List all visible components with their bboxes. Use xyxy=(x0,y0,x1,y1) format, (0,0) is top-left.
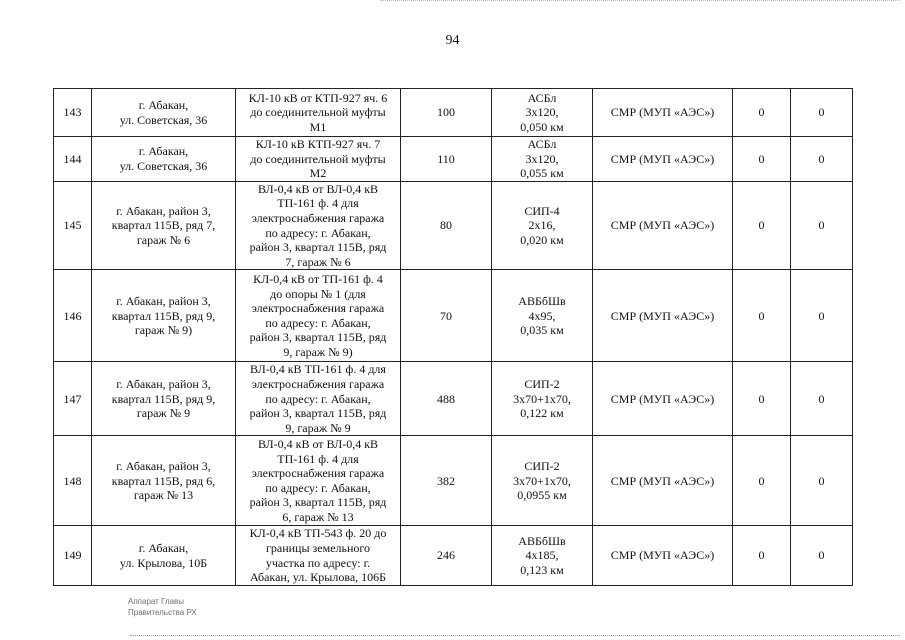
address-cell xyxy=(92,436,236,526)
cable-cell xyxy=(492,89,593,137)
cable-line: СИП-2 xyxy=(524,458,560,473)
object-line: 9, гараж № 9 xyxy=(285,420,351,435)
table-row xyxy=(54,362,853,436)
object-line: Абакан, ул. Крылова, 106Б xyxy=(249,570,387,585)
address-line: ул. Советская, 36 xyxy=(119,158,208,173)
length-cell: 488 xyxy=(401,362,492,436)
work-cell: СМР (МУП «АЭС») xyxy=(593,436,733,526)
cable-cell xyxy=(492,362,593,436)
address-line: г. Абакан, xyxy=(138,144,189,159)
row-number-cell: 146 xyxy=(54,270,92,362)
object-line: до опоры № 1 (для xyxy=(270,286,366,301)
cable-line: 0,020 км xyxy=(520,232,564,247)
object-line: ВЛ-0,4 кВ от ВЛ-0,4 кВ xyxy=(257,437,379,452)
table-row xyxy=(54,270,853,362)
cable-line: 0,055 км xyxy=(520,166,564,181)
address-line: гараж № 9) xyxy=(134,323,193,338)
table-row xyxy=(54,181,853,270)
object-line: электроснабжения гаража xyxy=(251,301,385,316)
address-line: г. Абакан, район 3, xyxy=(116,458,211,473)
footer-stamp xyxy=(128,596,197,618)
value-1-cell: 0 xyxy=(733,137,791,182)
cable-cell xyxy=(492,526,593,585)
length-cell: 70 xyxy=(401,270,492,362)
value-2-cell: 0 xyxy=(791,137,853,182)
value-1-cell: 0 xyxy=(733,436,791,526)
table-row xyxy=(54,89,853,137)
address-cell xyxy=(92,137,236,182)
value-2-cell: 0 xyxy=(791,270,853,362)
object-cell xyxy=(236,270,401,362)
cable-cell xyxy=(492,181,593,270)
cable-line: 0,035 км xyxy=(520,323,564,338)
object-line: М2 xyxy=(309,166,327,181)
scan-artifact-bottom xyxy=(130,633,900,636)
row-number-cell: 148 xyxy=(54,436,92,526)
object-cell xyxy=(236,181,401,270)
address-line: ул. Советская, 36 xyxy=(119,112,208,127)
object-line: КЛ-10 кВ КТП-927 яч. 7 xyxy=(255,137,381,151)
cable-line: 4х185, xyxy=(525,548,559,563)
object-cell xyxy=(236,526,401,585)
row-number-cell: 143 xyxy=(54,89,92,137)
object-line: 6, гараж № 13 xyxy=(282,510,354,524)
value-1-cell: 0 xyxy=(733,181,791,270)
object-line: 9, гараж № 9) xyxy=(283,345,353,360)
work-cell: СМР (МУП «АЭС») xyxy=(593,526,733,585)
cable-line: СИП-4 xyxy=(524,203,560,218)
address-cell xyxy=(92,89,236,137)
object-cell xyxy=(236,362,401,436)
object-cell xyxy=(236,137,401,182)
value-2-cell: 0 xyxy=(791,526,853,585)
length-cell: 100 xyxy=(401,89,492,137)
address-line: гараж № 6 xyxy=(136,232,191,247)
table-row xyxy=(54,436,853,526)
object-line: М1 xyxy=(309,119,327,134)
address-line: гараж № 9 xyxy=(136,406,191,421)
cable-cell xyxy=(492,137,593,182)
work-cell: СМР (МУП «АЭС») xyxy=(593,181,733,270)
address-line: г. Абакан, xyxy=(138,540,189,555)
row-number-cell: 149 xyxy=(54,526,92,585)
work-cell: СМР (МУП «АЭС») xyxy=(593,270,733,362)
address-line: квартал 115В, ряд 7, xyxy=(111,218,216,233)
cable-line: 4х95, xyxy=(528,308,556,323)
footer-stamp-line: Аппарат Главы xyxy=(128,597,185,606)
address-line: г. Абакан, xyxy=(138,97,189,112)
object-line: ТП-161 ф. 4 для xyxy=(277,196,359,211)
value-2-cell: 0 xyxy=(791,181,853,270)
address-cell xyxy=(92,270,236,362)
cable-line: 3х70+1х70, xyxy=(513,473,571,488)
address-line: г. Абакан, район 3, xyxy=(116,203,211,218)
cable-line: АСБл xyxy=(527,90,557,105)
object-line: КЛ-10 кВ от КТП-927 яч. 6 xyxy=(248,90,388,105)
cable-line: 2х16, xyxy=(528,218,556,233)
object-line: электроснабжения гаража xyxy=(251,466,385,481)
object-line: 7, гараж № 6 xyxy=(285,254,351,269)
object-line: границы земельного xyxy=(265,540,371,555)
value-1-cell: 0 xyxy=(733,89,791,137)
work-cell: СМР (МУП «АЭС») xyxy=(593,137,733,182)
object-cell xyxy=(236,89,401,137)
object-cell xyxy=(236,436,401,526)
object-line: район 3, квартал 115В, ряд xyxy=(249,406,387,421)
length-cell: 382 xyxy=(401,436,492,526)
object-line: электроснабжения гаража xyxy=(251,210,385,225)
address-cell xyxy=(92,526,236,585)
address-line: квартал 115В, ряд 9, xyxy=(111,308,216,323)
address-line: квартал 115В, ряд 6, xyxy=(111,473,216,488)
works-table xyxy=(53,88,853,586)
table-row xyxy=(54,137,853,182)
cable-line: АВБбШв xyxy=(518,293,566,308)
cable-cell xyxy=(492,270,593,362)
object-line: по адресу: г. Абакан, xyxy=(265,391,371,406)
row-number-cell: 144 xyxy=(54,137,92,182)
address-line: квартал 115В, ряд 9, xyxy=(111,391,216,406)
object-line: до соединительной муфты xyxy=(250,105,386,120)
value-2-cell: 0 xyxy=(791,89,853,137)
length-cell: 110 xyxy=(401,137,492,182)
value-2-cell: 0 xyxy=(791,436,853,526)
cable-line: 3х70+1х70, xyxy=(513,391,571,406)
table-row xyxy=(54,526,853,585)
cable-line: СИП-2 xyxy=(524,376,560,391)
value-1-cell: 0 xyxy=(733,270,791,362)
address-line: г. Абакан, район 3, xyxy=(116,376,211,391)
address-cell xyxy=(92,181,236,270)
cable-line: 3х120, xyxy=(525,105,559,120)
length-cell: 246 xyxy=(401,526,492,585)
object-line: район 3, квартал 115В, ряд xyxy=(249,240,387,255)
cable-line: 0,122 км xyxy=(520,406,564,421)
address-line: ул. Крылова, 10Б xyxy=(119,555,208,570)
object-line: ВЛ-0,4 кВ от ВЛ-0,4 кВ xyxy=(257,181,379,196)
cable-line: 0,0955 км xyxy=(517,488,567,503)
object-line: по адресу: г. Абакан, xyxy=(265,480,371,495)
work-cell: СМР (МУП «АЭС») xyxy=(593,362,733,436)
address-line: гараж № 13 xyxy=(133,488,194,503)
length-cell: 80 xyxy=(401,181,492,270)
object-line: по адресу: г. Абакан, xyxy=(265,315,371,330)
object-line: ВЛ-0,4 кВ ТП-161 ф. 4 для xyxy=(250,362,386,377)
cable-line: АВБбШв xyxy=(518,533,566,548)
address-cell xyxy=(92,362,236,436)
object-line: район 3, квартал 115В, ряд xyxy=(249,495,387,510)
footer-stamp-line: Правительства РХ xyxy=(128,608,197,617)
row-number-cell: 147 xyxy=(54,362,92,436)
object-line: до соединительной муфты xyxy=(250,151,386,166)
object-line: электроснабжения гаража xyxy=(251,376,385,391)
object-line: по адресу: г. Абакан, xyxy=(265,225,371,240)
value-2-cell: 0 xyxy=(791,362,853,436)
cable-line: 0,123 км xyxy=(520,562,564,577)
address-line: г. Абакан, район 3, xyxy=(116,293,211,308)
cable-line: 3х120, xyxy=(525,151,559,166)
scan-artifact-top xyxy=(380,0,900,4)
value-1-cell: 0 xyxy=(733,362,791,436)
object-line: ТП-161 ф. 4 для xyxy=(277,451,359,466)
object-line: участка по адресу: г. xyxy=(265,555,371,570)
object-line: район 3, квартал 115В, ряд xyxy=(249,330,387,345)
object-line: КЛ-0,4 кВ от ТП-161 ф. 4 xyxy=(253,272,383,287)
cable-line: 0,050 км xyxy=(520,119,564,134)
work-cell: СМР (МУП «АЭС») xyxy=(593,89,733,137)
cable-line: АСБл xyxy=(527,137,557,151)
object-line: КЛ-0,4 кВ ТП-543 ф. 20 до xyxy=(249,526,387,541)
page-number: 94 xyxy=(445,33,460,48)
row-number-cell: 145 xyxy=(54,181,92,270)
cable-cell xyxy=(492,436,593,526)
value-1-cell: 0 xyxy=(733,526,791,585)
